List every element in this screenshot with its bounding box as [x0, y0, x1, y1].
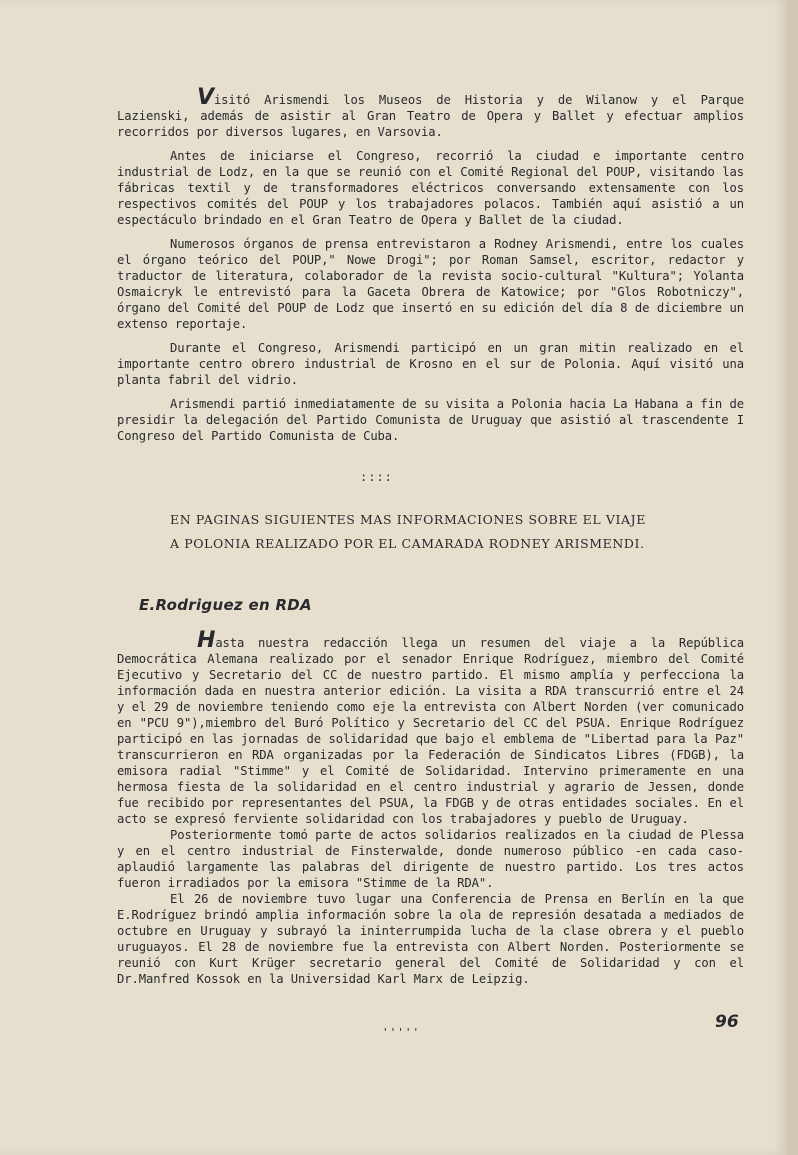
page-edge	[786, 0, 798, 1155]
section-title: E.Rodriguez en RDA	[139, 596, 312, 614]
drop-cap: V	[197, 85, 214, 110]
section-rda	[117, 628, 744, 987]
drop-cap: H	[197, 628, 216, 653]
headline	[170, 508, 690, 556]
paragraph: Visitó Arismendi los Museos de Historia y de Wilanow y el Parque Lazienski, además de asistir al Gran Teatro de Opera y Ballet y efectuar amplios recorridos por diversos lugares, en Varsovia.	[117, 85, 744, 139]
separator: ::::	[360, 470, 393, 484]
paragraph: Hasta nuestra redacción llega un resumen del viaje a la República Democrática Alemana realizado por el senador Enrique Rodríguez, miembro del Comité Ejecutivo y Secretario del CC de nuestro partido. El mismo amplía y perfecciona la información dada en nuestra anterior edición. La visita a RDA transcurrió entre el 24 y el 29 de noviembre teniendo como eje la entrevista con Albert Norden (ver comunicado en "PCU 9"),miembro del Buró Político y Secretario del CC del PSUA. Enrique Rodríguez participó en las jornadas de solidaridad que bajo el emblema de "Libertad para la Paz" transcurrieron en RDA organizadas por la Federación de Sindicatos Libres (FDGB), la emisora radial "Stimme" y el Comité de Solidaridad. Intervino primeramente en una hermosa fiesta de la solidaridad en el centro industrial y agrario de Jessen, donde fue recibido por representantes del PSUA, la FDGB y de otras entidades sociales. En el acto se expresó ferviente solidaridad con los trabajadores y pueblo de Uruguay.	[117, 628, 744, 826]
headline-line: EN PAGINAS SIGUIENTES MAS INFORMACIONES SOBRE EL VIAJE	[170, 512, 646, 527]
paragraph: Durante el Congreso, Arismendi participó en un gran mitin realizado en el importante centro obrero industrial de Krosno en el sur de Polonia. Aquí visitó una planta fabril del vidrio.	[117, 341, 744, 387]
paragraph: Posteriormente tomó parte de actos solidarios realizados en la ciudad de Plessa y en el centro industrial de Finsterwalde, donde numeroso público -en cada caso- aplaudió largamente las palabras del dirigente de nuestro partido. Los tres actos fueron irradiados por la emisora "Stimme de la RDA".	[117, 828, 744, 890]
paragraph: El 26 de noviembre tuvo lugar una Conferencia de Prensa en Berlín en la que E.Rodríguez brindó amplia información sobre la ola de represión desatada a mediados de octubre en Uruguay y subrayó la ininterrumpida lucha de la clase obrera y el pueblo uruguayos. El 28 de noviembre fue la entrevista con Albert Norden. Posteriormente se reunió con Kurt Krüger secretario general del Comité de Solidaridad y con el Dr.Manfred Kossok en la Universidad Karl Marx de Leipzig.	[117, 892, 744, 986]
paragraph: Numerosos órganos de prensa entrevistaron a Rodney Arismendi, entre los cuales el órgano teórico del POUP," Nowe Drogi"; por Roman Samsel, escritor, redactor y traductor de literatura, colaborador de la revista socio-cultural "Kultura"; Yolanta Osmaicryk le entrevistó para la Gaceta Obrera de Katowice; por "Glos Robotniczy", órgano del Comité del POUP de Lodz que insertó en su edición del día 8 de diciembre un extenso reportaje.	[117, 237, 744, 331]
page-number: 96	[715, 1012, 739, 1032]
end-mark: '''''	[382, 1026, 421, 1039]
headline-line: A POLONIA REALIZADO POR EL CAMARADA RODNEY ARISMENDI.	[170, 536, 645, 551]
section-polonia	[117, 85, 744, 452]
paragraph: Antes de iniciarse el Congreso, recorrió la ciudad e importante centro industrial de Lodz, en la que se reunió con el Comité Regional del POUP, visitando las fábricas textil y de transformadores eléctricos conversando extensamente con los respectivos comités del POUP y los trabajadores polacos. También aquí asistió a un espectáculo brindado en el Gran Teatro de Opera y Ballet de la ciudad.	[117, 149, 744, 227]
paragraph: Arismendi partió inmediatamente de su visita a Polonia hacia La Habana a fin de presidir la delegación del Partido Comunista de Uruguay que asistió al trascendente I Congreso del Partido Comunista de Cuba.	[117, 397, 744, 443]
